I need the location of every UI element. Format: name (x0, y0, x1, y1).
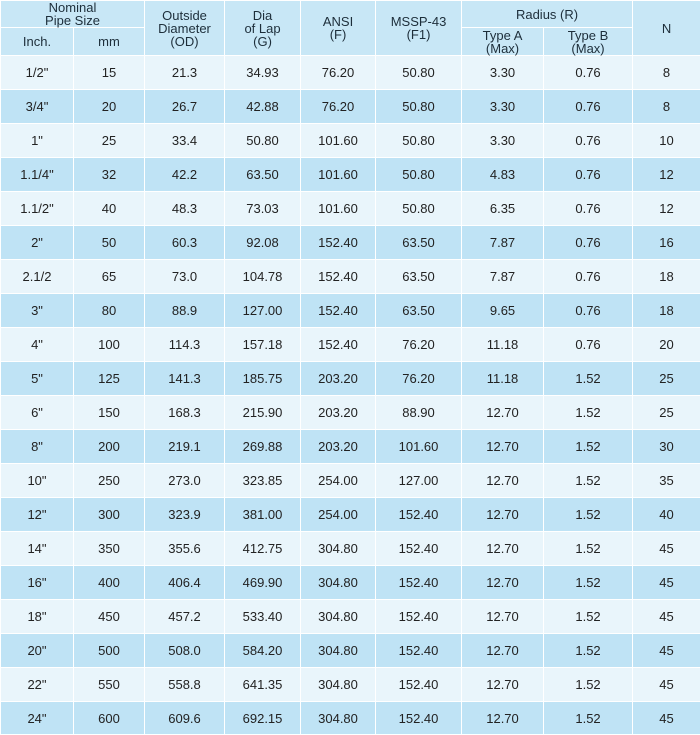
cell-od: 42.2 (145, 158, 225, 192)
cell-mm: 450 (74, 600, 145, 634)
cell-ansi: 101.60 (301, 192, 376, 226)
cell-od: 33.4 (145, 124, 225, 158)
outside-diameter-header: Outside Diameter (OD) (145, 1, 225, 56)
cell-n: 8 (633, 56, 700, 90)
type-b-header: Type B (Max) (544, 28, 633, 56)
cell-type-b: 0.76 (544, 56, 633, 90)
table-row (1, 260, 700, 294)
cell-lap: 73.03 (225, 192, 301, 226)
cell-ansi: 152.40 (301, 226, 376, 260)
cell-inch: 6" (1, 396, 74, 430)
cell-mssp: 63.50 (376, 294, 462, 328)
cell-lap: 692.15 (225, 702, 301, 735)
cell-n: 20 (633, 328, 700, 362)
cell-lap: 641.35 (225, 668, 301, 702)
mssp-43-header: MSSP-43 (F1) (376, 1, 462, 56)
cell-type-a: 12.70 (462, 532, 544, 566)
cell-type-b: 1.52 (544, 464, 633, 498)
table-row (1, 192, 700, 226)
cell-type-b: 1.52 (544, 430, 633, 464)
cell-lap: 104.78 (225, 260, 301, 294)
cell-type-a: 12.70 (462, 498, 544, 532)
cell-ansi: 152.40 (301, 328, 376, 362)
cell-inch: 18" (1, 600, 74, 634)
cell-lap: 157.18 (225, 328, 301, 362)
cell-type-b: 0.76 (544, 226, 633, 260)
cell-od: 60.3 (145, 226, 225, 260)
table-row (1, 124, 700, 158)
cell-n: 45 (633, 668, 700, 702)
table-row (1, 90, 700, 124)
table-row (1, 566, 700, 600)
table-row (1, 532, 700, 566)
cell-mssp: 152.40 (376, 668, 462, 702)
cell-inch: 3" (1, 294, 74, 328)
cell-inch: 22" (1, 668, 74, 702)
cell-od: 406.4 (145, 566, 225, 600)
cell-mm: 20 (74, 90, 145, 124)
cell-mssp: 50.80 (376, 56, 462, 90)
cell-lap: 584.20 (225, 634, 301, 668)
cell-type-b: 1.52 (544, 702, 633, 735)
cell-ansi: 304.80 (301, 532, 376, 566)
cell-n: 45 (633, 634, 700, 668)
table-row (1, 294, 700, 328)
cell-type-b: 0.76 (544, 158, 633, 192)
cell-type-b: 1.52 (544, 668, 633, 702)
cell-ansi: 101.60 (301, 158, 376, 192)
cell-type-a: 12.70 (462, 600, 544, 634)
cell-mssp: 88.90 (376, 396, 462, 430)
cell-mssp: 152.40 (376, 532, 462, 566)
cell-od: 141.3 (145, 362, 225, 396)
cell-mm: 100 (74, 328, 145, 362)
cell-lap: 63.50 (225, 158, 301, 192)
mm-header: mm (74, 28, 145, 56)
cell-mssp: 152.40 (376, 600, 462, 634)
cell-lap: 185.75 (225, 362, 301, 396)
cell-inch: 12" (1, 498, 74, 532)
cell-inch: 10" (1, 464, 74, 498)
cell-inch: 1.1/2" (1, 192, 74, 226)
cell-inch: 2" (1, 226, 74, 260)
cell-inch: 5" (1, 362, 74, 396)
cell-type-b: 1.52 (544, 600, 633, 634)
cell-ansi: 304.80 (301, 566, 376, 600)
cell-lap: 381.00 (225, 498, 301, 532)
cell-mm: 125 (74, 362, 145, 396)
nominal-pipe-size-header: Nominal Pipe Size (1, 1, 145, 28)
dia-of-lap-header: Dia of Lap (G) (225, 1, 301, 56)
n-header: N (633, 1, 700, 56)
cell-n: 16 (633, 226, 700, 260)
cell-mssp: 127.00 (376, 464, 462, 498)
cell-type-b: 1.52 (544, 532, 633, 566)
ansi-header: ANSI (F) (301, 1, 376, 56)
cell-od: 73.0 (145, 260, 225, 294)
cell-od: 457.2 (145, 600, 225, 634)
cell-type-b: 0.76 (544, 328, 633, 362)
cell-inch: 1.1/4" (1, 158, 74, 192)
cell-mssp: 50.80 (376, 90, 462, 124)
cell-type-b: 1.52 (544, 362, 633, 396)
cell-type-b: 1.52 (544, 634, 633, 668)
cell-n: 12 (633, 192, 700, 226)
cell-od: 48.3 (145, 192, 225, 226)
cell-mm: 300 (74, 498, 145, 532)
cell-ansi: 152.40 (301, 294, 376, 328)
cell-mssp: 152.40 (376, 702, 462, 735)
cell-mm: 32 (74, 158, 145, 192)
cell-od: 26.7 (145, 90, 225, 124)
cell-ansi: 203.20 (301, 396, 376, 430)
cell-lap: 269.88 (225, 430, 301, 464)
cell-ansi: 203.20 (301, 430, 376, 464)
cell-type-b: 0.76 (544, 260, 633, 294)
cell-n: 45 (633, 566, 700, 600)
cell-od: 168.3 (145, 396, 225, 430)
inch-header: Inch. (1, 28, 74, 56)
cell-inch: 1/2" (1, 56, 74, 90)
cell-od: 21.3 (145, 56, 225, 90)
cell-n: 25 (633, 396, 700, 430)
cell-n: 18 (633, 260, 700, 294)
cell-mssp: 76.20 (376, 362, 462, 396)
table-row (1, 430, 700, 464)
cell-mssp: 63.50 (376, 260, 462, 294)
cell-lap: 92.08 (225, 226, 301, 260)
cell-n: 40 (633, 498, 700, 532)
cell-n: 10 (633, 124, 700, 158)
cell-mssp: 152.40 (376, 634, 462, 668)
cell-inch: 2.1/2 (1, 260, 74, 294)
cell-type-a: 12.70 (462, 430, 544, 464)
cell-type-a: 12.70 (462, 396, 544, 430)
cell-mm: 15 (74, 56, 145, 90)
cell-lap: 323.85 (225, 464, 301, 498)
cell-mm: 200 (74, 430, 145, 464)
cell-mm: 400 (74, 566, 145, 600)
cell-mm: 350 (74, 532, 145, 566)
cell-lap: 127.00 (225, 294, 301, 328)
cell-type-b: 0.76 (544, 124, 633, 158)
cell-ansi: 101.60 (301, 124, 376, 158)
cell-mm: 550 (74, 668, 145, 702)
cell-ansi: 203.20 (301, 362, 376, 396)
cell-type-b: 0.76 (544, 294, 633, 328)
cell-mm: 80 (74, 294, 145, 328)
cell-mm: 500 (74, 634, 145, 668)
cell-ansi: 304.80 (301, 668, 376, 702)
cell-mm: 250 (74, 464, 145, 498)
cell-od: 88.9 (145, 294, 225, 328)
cell-n: 12 (633, 158, 700, 192)
table-row (1, 328, 700, 362)
cell-type-b: 1.52 (544, 396, 633, 430)
cell-ansi: 304.80 (301, 702, 376, 735)
cell-n: 8 (633, 90, 700, 124)
cell-type-a: 11.18 (462, 362, 544, 396)
radius-header: Radius (R) (462, 1, 633, 28)
table-row (1, 362, 700, 396)
cell-type-b: 1.52 (544, 566, 633, 600)
cell-n: 18 (633, 294, 700, 328)
cell-inch: 3/4" (1, 90, 74, 124)
table-row (1, 668, 700, 702)
cell-n: 35 (633, 464, 700, 498)
cell-type-b: 0.76 (544, 90, 633, 124)
cell-ansi: 304.80 (301, 600, 376, 634)
cell-od: 273.0 (145, 464, 225, 498)
cell-mssp: 76.20 (376, 328, 462, 362)
cell-ansi: 304.80 (301, 634, 376, 668)
table-row (1, 396, 700, 430)
cell-type-a: 12.70 (462, 702, 544, 735)
cell-mssp: 50.80 (376, 192, 462, 226)
cell-mssp: 63.50 (376, 226, 462, 260)
cell-od: 508.0 (145, 634, 225, 668)
cell-type-a: 7.87 (462, 260, 544, 294)
cell-od: 114.3 (145, 328, 225, 362)
cell-lap: 42.88 (225, 90, 301, 124)
cell-lap: 469.90 (225, 566, 301, 600)
cell-type-a: 12.70 (462, 668, 544, 702)
cell-mm: 25 (74, 124, 145, 158)
cell-lap: 50.80 (225, 124, 301, 158)
cell-od: 219.1 (145, 430, 225, 464)
cell-od: 355.6 (145, 532, 225, 566)
cell-od: 558.8 (145, 668, 225, 702)
cell-ansi: 254.00 (301, 498, 376, 532)
cell-type-a: 7.87 (462, 226, 544, 260)
cell-mm: 150 (74, 396, 145, 430)
table-row (1, 634, 700, 668)
cell-mm: 65 (74, 260, 145, 294)
cell-inch: 8" (1, 430, 74, 464)
cell-ansi: 152.40 (301, 260, 376, 294)
cell-type-a: 12.70 (462, 464, 544, 498)
cell-type-a: 9.65 (462, 294, 544, 328)
cell-mssp: 101.60 (376, 430, 462, 464)
cell-inch: 20" (1, 634, 74, 668)
cell-type-a: 12.70 (462, 566, 544, 600)
cell-inch: 16" (1, 566, 74, 600)
cell-inch: 1" (1, 124, 74, 158)
cell-type-b: 0.76 (544, 192, 633, 226)
cell-mssp: 152.40 (376, 498, 462, 532)
cell-lap: 412.75 (225, 532, 301, 566)
cell-ansi: 76.20 (301, 56, 376, 90)
cell-mssp: 50.80 (376, 124, 462, 158)
cell-type-a: 4.83 (462, 158, 544, 192)
table-row (1, 702, 700, 735)
cell-type-a: 3.30 (462, 90, 544, 124)
table-row (1, 498, 700, 532)
cell-mssp: 152.40 (376, 566, 462, 600)
table-row (1, 600, 700, 634)
cell-mm: 50 (74, 226, 145, 260)
cell-inch: 14" (1, 532, 74, 566)
table-body (1, 56, 700, 735)
cell-ansi: 76.20 (301, 90, 376, 124)
cell-mm: 40 (74, 192, 145, 226)
cell-inch: 24" (1, 702, 74, 735)
table-row (1, 56, 700, 90)
table-row (1, 226, 700, 260)
table-row (1, 464, 700, 498)
cell-lap: 34.93 (225, 56, 301, 90)
cell-mssp: 50.80 (376, 158, 462, 192)
cell-n: 25 (633, 362, 700, 396)
table-row (1, 158, 700, 192)
cell-lap: 215.90 (225, 396, 301, 430)
cell-n: 30 (633, 430, 700, 464)
cell-type-a: 6.35 (462, 192, 544, 226)
cell-n: 45 (633, 702, 700, 735)
type-a-header: Type A (Max) (462, 28, 544, 56)
cell-type-a: 3.30 (462, 56, 544, 90)
cell-lap: 533.40 (225, 600, 301, 634)
cell-inch: 4" (1, 328, 74, 362)
cell-type-a: 3.30 (462, 124, 544, 158)
cell-n: 45 (633, 532, 700, 566)
cell-ansi: 254.00 (301, 464, 376, 498)
cell-od: 323.9 (145, 498, 225, 532)
cell-type-a: 12.70 (462, 634, 544, 668)
cell-type-a: 11.18 (462, 328, 544, 362)
cell-mm: 600 (74, 702, 145, 735)
cell-od: 609.6 (145, 702, 225, 735)
cell-n: 45 (633, 600, 700, 634)
cell-type-b: 1.52 (544, 498, 633, 532)
